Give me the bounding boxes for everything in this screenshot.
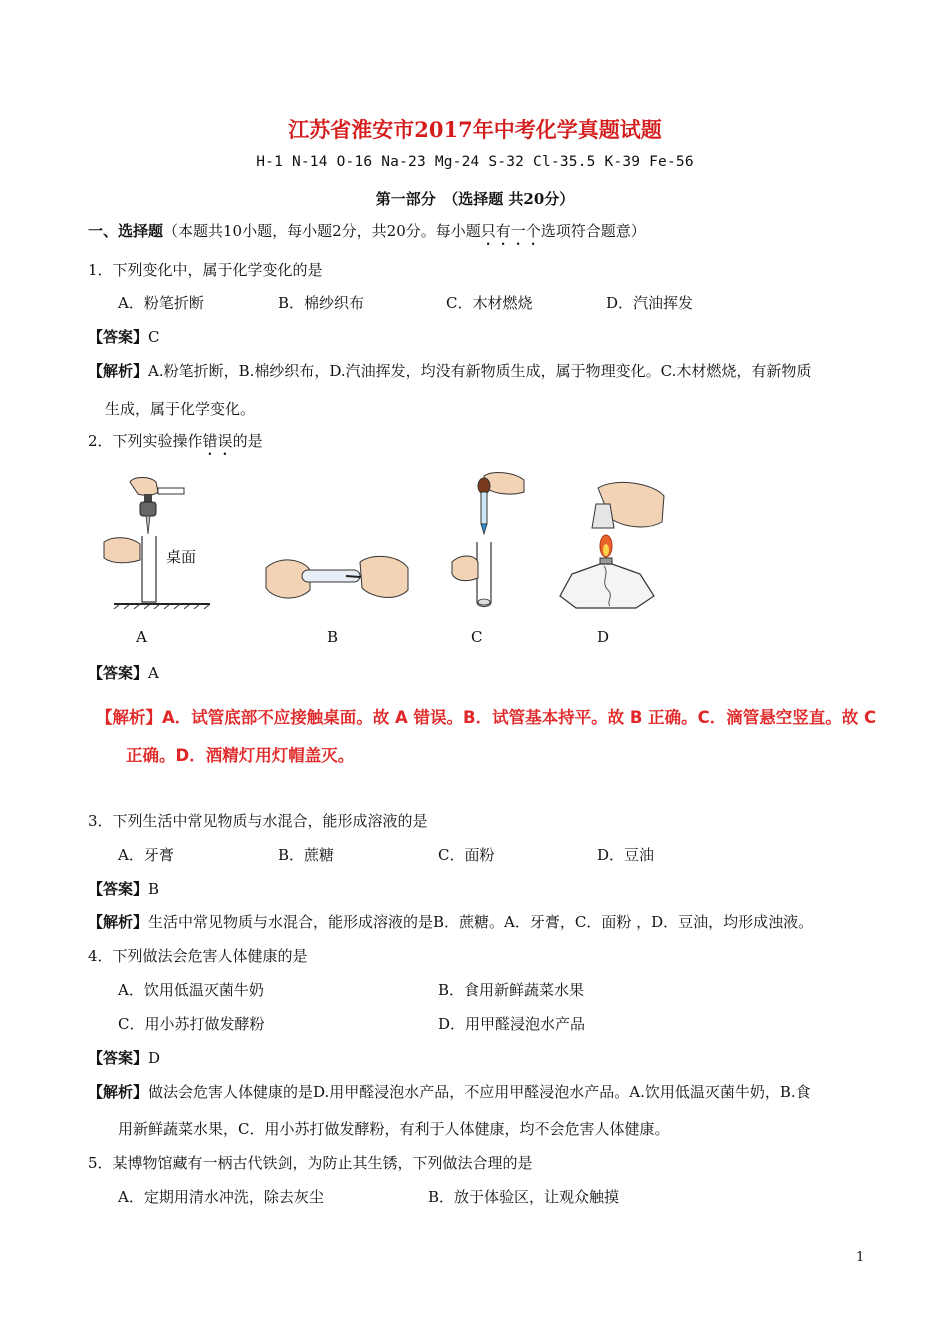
test-tube-on-desk-illustration [100, 474, 212, 609]
instructions-emphasis: 只有一个 [480, 222, 541, 240]
q1-option-b: B．棉纱织布 [278, 294, 365, 312]
answer-value: A [148, 664, 159, 682]
figure-letter-b: B [327, 628, 339, 646]
desk-label: 桌面 [166, 548, 197, 566]
instructions-prefix: （本题共10小题，每小题2分，共20分。每小题 [163, 222, 481, 240]
q4-stem: 4．下列做法会危害人体健康的是 [88, 947, 308, 965]
q3-stem: 3．下列生活中常见物质与水混合，能形成溶液的是 [88, 812, 428, 830]
analysis-text: 生活中常见物质与水混合，能形成溶液的是B．蔗糖。A．牙膏，C．面粉 ，D．豆油，均形成浊液。 [148, 913, 814, 931]
q4-option-d: D．用甲醛浸泡水产品 [438, 1015, 586, 1033]
figure-a [100, 474, 212, 609]
horizontal-test-tube-illustration [262, 548, 410, 608]
q4-answer [88, 1047, 160, 1068]
analysis-label: 【解析】 [88, 1083, 149, 1101]
analysis-label: 【解析】 [88, 362, 149, 380]
part-one-label: 一、选择题 [88, 222, 164, 240]
figure-letter-d: D [597, 628, 610, 646]
figure-d [558, 478, 668, 610]
figure-c [448, 470, 558, 610]
part-one-instructions [88, 220, 646, 249]
analysis-text: A.粉笔折断，B.棉纱织布，D.汽油挥发，均没有新物质生成，属于物理变化。C.木材燃烧，有新物质 [148, 362, 812, 380]
q2-analysis-line-1: 【解析】A．试管底部不应接触桌面。故 A 错误。B．试管基本持平。故 B 正确。C．滴管悬空竖直。故 C [96, 708, 877, 727]
q2-stem-emphasis: 错误 [202, 432, 233, 450]
q3-analysis [88, 911, 813, 932]
answer-label: 【答案】 [88, 328, 149, 346]
answer-label: 【答案】 [88, 880, 149, 898]
q1-stem: 1．下列变化中，属于化学变化的是 [88, 261, 323, 279]
q3-option-a: A．牙膏 [118, 846, 174, 864]
q4-analysis-line-2: 用新鲜蔬菜水果，C．用小苏打做发酵粉，有利于人体健康，均不会危害人体健康。 [118, 1120, 670, 1138]
instructions-suffix: 选项符合题意） [540, 222, 646, 240]
q1-option-a: A．粉笔折断 [118, 294, 204, 312]
q2-stem-suffix: 的是 [232, 432, 263, 450]
q2-stem-prefix: 2．下列实验操作 [88, 432, 203, 450]
q3-option-c: C．面粉 [438, 846, 495, 864]
answer-label: 【答案】 [88, 1049, 149, 1067]
q4-option-a: A．饮用低温灭菌牛奶 [118, 981, 264, 999]
answer-label: 【答案】 [88, 664, 149, 682]
q2-analysis-line-2: 正确。D．酒精灯用灯帽盖灭。 [126, 746, 355, 765]
q4-option-b: B．食用新鲜蔬菜水果 [438, 981, 585, 999]
q5-stem: 5．某博物馆藏有一柄古代铁剑，为防止其生锈，下列做法合理的是 [88, 1154, 533, 1172]
page-title: 江苏省淮安市2017年中考化学真题试题 [288, 117, 662, 142]
q5-option-b: B．放于体验区，让观众触摸 [428, 1188, 620, 1206]
page-number: 1 [856, 1250, 865, 1265]
answer-value: B [148, 880, 160, 898]
q3-answer [88, 878, 159, 899]
figure-letter-c: C [471, 628, 483, 646]
q2-answer [88, 662, 159, 683]
alcohol-lamp-illustration [558, 478, 668, 610]
q1-analysis-line-2: 生成，属于化学变化。 [105, 400, 256, 418]
analysis-label: 【解析】 [88, 913, 149, 931]
figure-b [262, 548, 410, 608]
figure-letter-a: A [136, 628, 147, 646]
q2-stem [88, 430, 263, 459]
q3-option-d: D．豆油 [597, 846, 655, 864]
answer-value: C [148, 328, 160, 346]
atomic-masses: H-1 N-14 O-16 Na-23 Mg-24 S-32 Cl-35.5 K-39 Fe-56 [256, 154, 694, 170]
q1-analysis-line-1 [88, 360, 811, 381]
q1-option-c: C．木材燃烧 [446, 294, 533, 312]
section-heading: 第一部分 （选择题 共20分） [375, 190, 575, 208]
q4-option-c: C．用小苏打做发酵粉 [118, 1015, 265, 1033]
q4-analysis-line-1 [88, 1081, 811, 1102]
answer-value: D [148, 1049, 161, 1067]
dropper-test-tube-illustration [448, 470, 558, 610]
q5-option-a: A．定期用清水冲洗，除去灰尘 [118, 1188, 324, 1206]
q3-option-b: B．蔗糖 [278, 846, 335, 864]
q1-option-d: D．汽油挥发 [606, 294, 694, 312]
analysis-text: 做法会危害人体健康的是D.用甲醛浸泡水产品，不应用甲醛浸泡水产品。A.饮用低温灭菌牛奶，B.食 [148, 1083, 811, 1101]
q1-answer [88, 326, 160, 347]
